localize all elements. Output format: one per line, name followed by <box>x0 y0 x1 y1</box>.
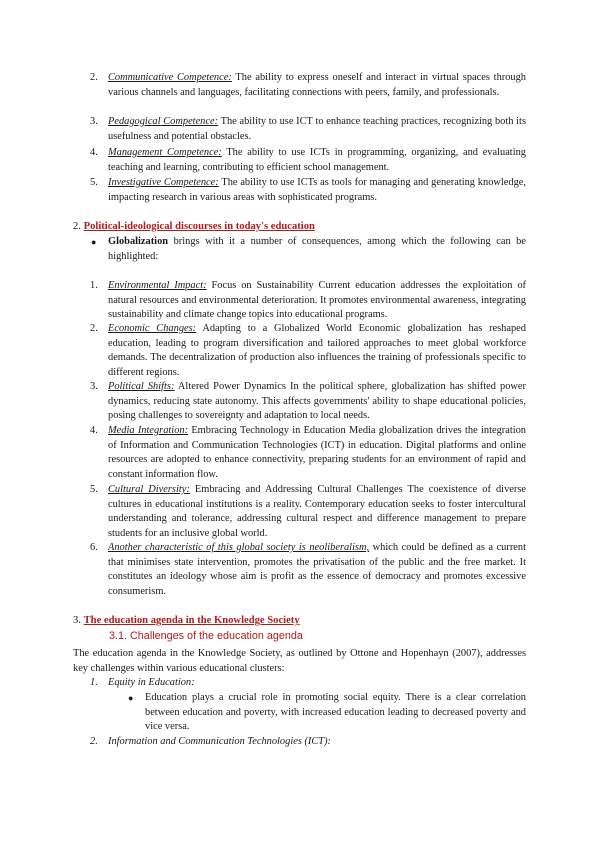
consequence-term: Media Integration: <box>108 425 189 436</box>
consequence-item <box>108 424 526 482</box>
section-heading <box>73 220 315 234</box>
list-number: 4. <box>90 425 98 436</box>
consequence-term: Political Shifts: <box>108 381 175 392</box>
bullet-text: brings with it a number of consequences, among which the following can be highlighted: <box>108 236 526 262</box>
list-number: 3. <box>90 381 98 392</box>
consequence-text: which could be defined as a current that minimises state intervention, promotes the privatisation of the public and the free market. It constitutes an ideology whose aim is profit as the essence of democracy and promotes excessive consumerism. <box>108 542 526 597</box>
list-number: 2. <box>90 72 98 83</box>
list-number: 5. <box>90 177 98 188</box>
consequence-item <box>108 322 526 380</box>
subheading: 3.1. Challenges of the education agenda <box>109 630 303 642</box>
cluster-bullet-text: Education plays a crucial role in promoting social equity. There is a clear correlation between education and poverty, with increased education leading to decreased poverty and vice versa. <box>145 692 526 733</box>
bold-term: Globalization <box>108 236 169 247</box>
list-number: 5. <box>90 484 98 495</box>
consequence-text: Altered Power Dynamics In the political sphere, globalization has shifted power dynamics, reducing state autonomy. This affects governments' ability to shape educational policies, posing challenges to sovereignty and adaptation to local needs. <box>108 381 527 422</box>
list-number: 3. <box>90 116 98 127</box>
consequence-text: Embracing Technology in Education Media globalization drives the integration of Information and Communication Technologies (ICT) in education. Digital platforms and online resources are adopted to enhance connectivity, preparing students for an environment of rapid and constant information flow. <box>108 425 526 480</box>
bullet-paragraph <box>108 235 526 264</box>
list-number: 2. <box>90 323 98 334</box>
competence-item <box>108 71 526 100</box>
consequence-text: Adapting to a Globalized World Economic globalization has reshaped education, leading to program diversification and tailored approaches to meet global workforce demands. The decentralization of production also influences the training of professionals specific to different regions. <box>108 323 526 378</box>
cluster-label: Equity in Education: <box>108 677 195 688</box>
consequence-text: Focus on Sustainability Current education addresses the exploitation of natural resources and environmental deterioration. It promotes environmental awareness, integrating sustainability and climate change topics into educational programs. <box>108 280 526 321</box>
section-title: The education agenda in the Knowledge Society <box>83 615 300 626</box>
competence-text: The ability to use ICTs in programming, organizing, and evaluating teaching and learning, contributing to efficient school management. <box>108 147 526 173</box>
consequence-item <box>108 483 526 541</box>
competence-text: The ability to express oneself and interact in virtual spaces through various channels and languages, facilitating connections with peers, family, and professionals. <box>108 72 527 98</box>
competence-term: Pedagogical Competence: <box>108 116 219 127</box>
list-number: 1. <box>90 280 98 291</box>
section-title: Political-ideological discourses in today's education <box>83 221 315 232</box>
competence-term: Management Competence: <box>108 147 222 158</box>
section-number: 2. <box>73 221 81 232</box>
consequence-term: Economic Changes: <box>108 323 197 334</box>
section-heading <box>73 614 300 628</box>
competence-term: Communicative Competence: <box>108 72 232 83</box>
list-number: 6. <box>90 542 98 553</box>
bullet-icon: ● <box>128 693 134 703</box>
consequence-item <box>108 380 526 424</box>
competence-text: The ability to use ICTs as tools for managing and generating knowledge, impacting research in various areas with sophisticated programs. <box>108 177 527 203</box>
competence-item <box>108 115 526 144</box>
consequence-term: Environmental Impact: <box>108 280 207 291</box>
list-number: 1. <box>90 677 98 688</box>
intro-paragraph: The education agenda in the Knowledge Society, as outlined by Ottone and Hopenhayn (2007), addresses key challenges within various educational clusters: <box>73 648 526 674</box>
consequence-item <box>108 541 526 599</box>
consequence-term: Another characteristic of this global society is neoliberalism, <box>108 542 370 553</box>
cluster-label: Information and Communication Technologies (ICT): <box>108 736 332 747</box>
consequence-item <box>108 279 526 323</box>
consequence-text: Embracing and Addressing Cultural Challenges The coexistence of diverse cultures in educational institutions is a reality. Contemporary education seeks to foster intercultural understanding and tolerance, addressing cultural respect and difference management to prepare students for an inclusive global world. <box>108 484 526 539</box>
consequence-term: Cultural Diversity: <box>108 484 190 495</box>
competence-term: Investigative Competence: <box>108 177 219 188</box>
list-number: 4. <box>90 147 98 158</box>
competence-text: The ability to use ICT to enhance teaching practices, recognizing both its usefulness and potential obstacles. <box>108 116 526 142</box>
bullet-icon: ● <box>91 237 97 247</box>
section-number: 3. <box>73 615 81 626</box>
competence-item <box>108 176 526 205</box>
list-number: 2. <box>90 736 98 747</box>
competence-item <box>108 146 526 175</box>
